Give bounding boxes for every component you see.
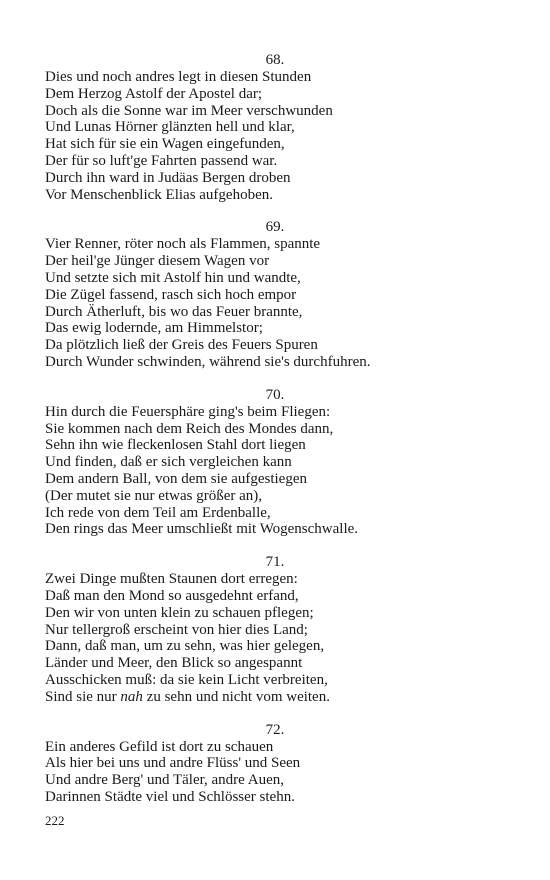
verse-line: Dem andern Ball, von dem sie aufgestiegen — [45, 470, 308, 487]
emphasized-word: nah — [120, 688, 143, 705]
verse-line: Und finden, daß er sich vergleichen kann — [45, 454, 292, 471]
page-number: 222 — [45, 813, 65, 828]
verse-line: Hin durch die Feuersphäre ging's beim Fliegen: — [45, 403, 331, 420]
verse-line: Ein anderes Gefild ist dort zu schauen — [45, 738, 274, 755]
verse-line: Vor Menschenblick Elias aufgehoben. — [45, 186, 273, 203]
verse-line: Als hier bei uns und andre Flüss' und Seen — [45, 755, 301, 772]
verse-line: Dann, daß man, um zu sehn, was hier gelegen, — [45, 638, 325, 655]
verse-line: Ich rede von dem Teil am Erdenballe, — [45, 504, 271, 521]
stanza-number: 72. — [265, 721, 285, 738]
stanza-number: 68. — [265, 52, 285, 68]
verse-line: Daß man den Mond so ausgedehnt erfand, — [45, 587, 299, 604]
verse-text: Sind sie nur — [45, 688, 121, 705]
verse-line: Durch Ätherluft, bis wo das Feuer brannte, — [45, 303, 303, 320]
verse-line: Sie kommen nach dem Reich des Mondes dann, — [45, 420, 334, 437]
verse-line: Darinnen Städte viel und Schlösser stehn. — [45, 788, 295, 805]
verse-line: Sehn ihn wie fleckenlosen Stahl dort liegen — [45, 437, 306, 454]
verse-line: Dies und noch andres legt in diesen Stunden — [45, 69, 312, 85]
verse-line: Der für so luft'ge Fahrten passend war. — [45, 152, 278, 169]
stanza-number: 71. — [265, 554, 285, 571]
stanza-number: 70. — [265, 386, 285, 403]
poem-page — [45, 52, 505, 822]
verse-line: Dem Herzog Astolf der Apostel dar; — [45, 85, 263, 102]
verse-line: Doch als die Sonne war im Meer verschwunden — [45, 102, 333, 119]
verse-text: zu sehn und nicht vom weiten. — [142, 688, 330, 705]
verse-line: Vier Renner, röter noch als Flammen, spannte — [45, 236, 321, 253]
verse-line: Und andre Berg' und Täler, andre Auen, — [45, 772, 284, 789]
verse-line: Die Zügel fassend, rasch sich hoch empor — [45, 286, 297, 303]
stanza-69 — [45, 219, 505, 370]
stanza-68 — [45, 52, 505, 203]
verse-line: Das ewig lodernde, am Himmelstor; — [45, 320, 263, 337]
stanza-number: 69. — [265, 219, 285, 236]
verse-line: Den wir von unten klein zu schauen pflegen; — [45, 604, 314, 621]
verse-line: Der heil'ge Jünger diesem Wagen vor — [45, 253, 270, 270]
stanza-72 — [45, 722, 505, 806]
verse-line-italic-word — [45, 689, 505, 706]
verse-line: Durch ihn ward in Judäas Bergen droben — [45, 169, 291, 186]
verse-line: Zwei Dinge mußten Staunen dort erregen: — [45, 571, 298, 588]
verse-line: Den rings das Meer umschließt mit Wogenschwalle. — [45, 521, 359, 538]
verse-line: Da plötzlich ließ der Greis des Feuers Spuren — [45, 337, 318, 354]
verse-line: Und Lunas Hörner glänzten hell und klar, — [45, 119, 295, 136]
verse-line: Und setzte sich mit Astolf hin und wandte, — [45, 269, 301, 286]
verse-line: (Der mutet sie nur etwas größer an), — [45, 487, 263, 504]
stanza-71 — [45, 554, 505, 705]
verse-line: Länder und Meer, den Blick so angespannt — [45, 655, 303, 672]
verse-line: Ausschicken muß: da sie kein Licht verbreiten, — [45, 671, 328, 688]
verse-line: Durch Wunder schwinden, während sie's durchfuhren. — [45, 353, 371, 370]
verse-line: Hat sich für sie ein Wagen eingefunden, — [45, 136, 285, 153]
stanza-70 — [45, 387, 505, 538]
verse-line: Nur tellergroß erscheint von hier dies Land; — [45, 621, 308, 638]
